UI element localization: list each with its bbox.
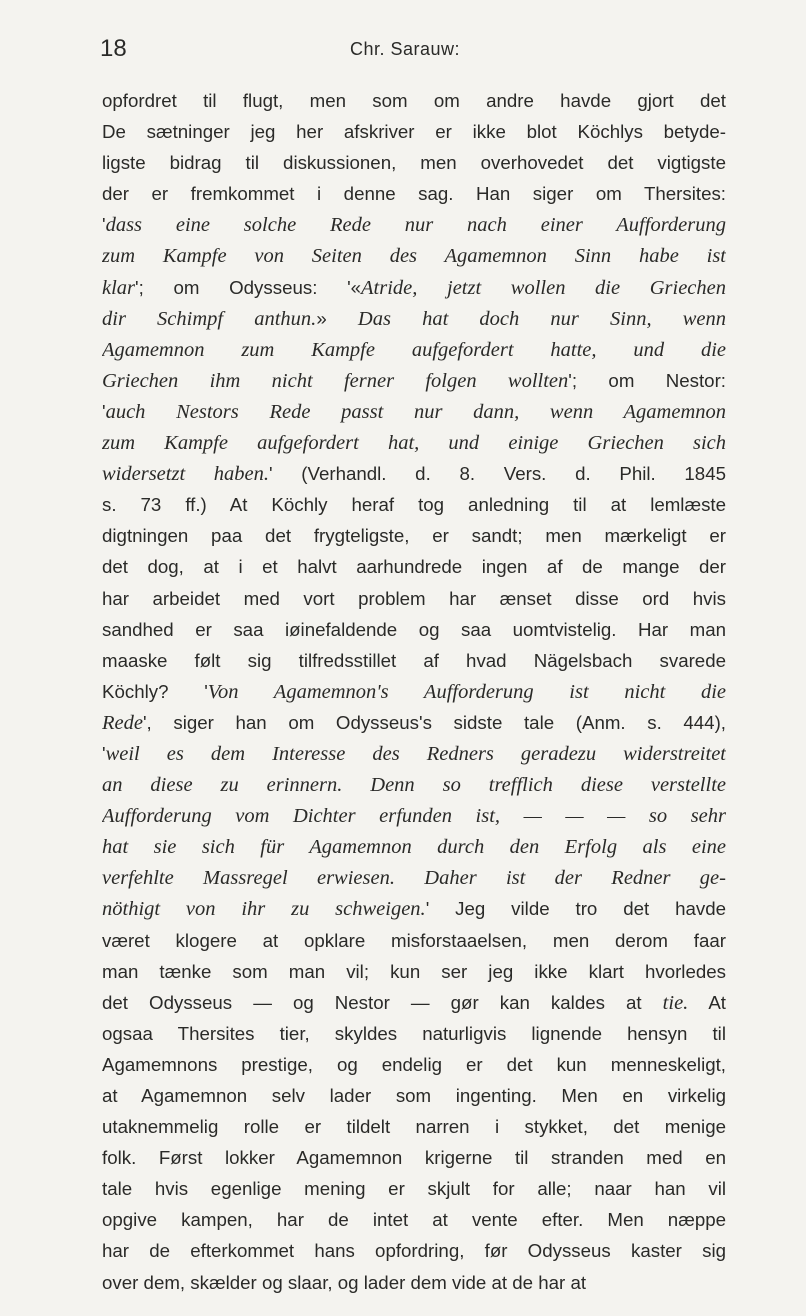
text-line: [102, 1049, 726, 1080]
text-line: [102, 1173, 726, 1204]
italic-segment: Griechen ihm nicht ferner folgen wollten: [102, 369, 569, 392]
text-line: [102, 769, 726, 800]
italic-segment: Von Agamemnon's Aufforderung ist nicht die: [207, 680, 726, 703]
text-line: [102, 987, 726, 1018]
italic-segment: klar: [102, 276, 136, 299]
text-line: [102, 240, 726, 271]
text-line: [102, 1080, 726, 1111]
page-header: [100, 34, 710, 66]
text-line: [102, 334, 726, 365]
text-line: [102, 489, 726, 520]
text-line: [102, 645, 726, 676]
italic-segment: nöthigt von ihr zu schweigen.: [102, 898, 426, 921]
text-line: [102, 272, 726, 303]
text-segment: opfordret til flugt, men som om andre havde gjort det: [102, 90, 726, 111]
text-segment: ' (Verhandl. d. 8. Vers. d. Phil. 1845: [269, 463, 726, 485]
text-segment: det Odysseus — og Nestor — gør kan kaldes at: [102, 991, 663, 1013]
text-line: [102, 738, 726, 769]
text-line: [102, 1111, 726, 1142]
text-segment: Agamemnons prestige, og endelig er det kun menneskeligt,: [102, 1053, 726, 1075]
text-line: [102, 676, 726, 707]
text-line: [102, 178, 726, 209]
italic-segment: Rede: [102, 711, 143, 734]
text-segment: der er fremkommet i denne sag. Han siger om Thersites:: [102, 183, 726, 205]
text-segment: '; om Nestor:: [568, 369, 726, 391]
text-line: [102, 800, 726, 831]
text-segment: »: [316, 307, 358, 329]
italic-segment: auch Nestors Rede passt nur dann, wenn Agamemnon: [105, 400, 726, 423]
page-number: 18: [100, 35, 127, 62]
text-segment: at Agamemnon selv lader som ingenting. Men en virkelig: [102, 1085, 726, 1106]
italic-segment: verfehlte Massregel erwiesen. Daher ist der Redner ge-: [102, 867, 726, 890]
text-line: [102, 707, 726, 738]
text-segment: det dog, at i et halvt aarhundrede ingen af de mange der: [102, 556, 726, 578]
text-line: [102, 925, 726, 956]
text-segment: man tænke som man vil; kun ser jeg ikke klart hvorledes: [102, 960, 726, 982]
text-segment: ' Jeg vilde tro det havde: [425, 898, 726, 920]
italic-segment: Agamemnon zum Kampfe aufgefordert hatte, und die: [102, 338, 726, 361]
text-segment: over dem, skælder og slaar, og lader dem vide at de har at: [102, 1271, 587, 1293]
italic-segment: Aufforderung vom Dichter erfunden ist, — — — so sehr: [102, 805, 726, 828]
text-line: [102, 614, 726, 645]
text-line: [102, 427, 726, 458]
text-segment: ': [102, 742, 106, 764]
text-segment: tale hvis egenlige mening er skjult for alle; naar han vil: [102, 1178, 726, 1200]
text-segment: '; om Odysseus: '«: [135, 276, 362, 298]
text-line: [102, 956, 726, 987]
text-segment: utaknemmelig rolle er tildelt narren i stykket, det menige: [102, 1116, 726, 1138]
text-line: [102, 147, 726, 178]
text-segment: Köchly? ': [102, 680, 208, 702]
text-segment: At: [688, 991, 726, 1013]
text-line: [102, 520, 726, 551]
italic-segment: weil es dem Interesse des Redners geradezu widerstreitet: [105, 742, 726, 765]
text-line: [102, 1018, 726, 1049]
text-segment: ': [102, 400, 106, 422]
text-line: [102, 209, 726, 240]
text-segment: digtningen paa det frygteligste, er sandt; men mærkeligt er: [102, 525, 726, 547]
text-segment: De sætninger jeg her afskriver er ikke blot Köchlys betyde-: [102, 121, 726, 143]
italic-segment: zum Kampfe von Seiten des Agamemnon Sinn habe ist: [102, 245, 726, 268]
text-line: [102, 551, 726, 582]
running-head: Chr. Sarauw:: [349, 39, 461, 59]
text-line: [102, 85, 726, 116]
text-segment: maaske følt sig tilfredsstillet af hvad Nägelsbach svarede: [102, 649, 726, 671]
text-line: [102, 1235, 726, 1266]
text-segment: ogsaa Thersites tier, skyldes naturligvis lignende hensyn til: [102, 1022, 726, 1044]
text-line: [102, 893, 726, 924]
body-text: [102, 85, 726, 1298]
text-line: [102, 1142, 726, 1173]
italic-segment: dass eine solche Rede nur nach einer Aufforderung: [105, 214, 726, 237]
italic-segment: hat sie sich für Agamemnon durch den Erfolg als eine: [102, 836, 726, 859]
italic-segment: tie.: [662, 991, 689, 1014]
text-segment: ': [102, 214, 106, 236]
text-line: [102, 116, 726, 147]
italic-segment: Atride, jetzt wollen die Griechen: [361, 276, 726, 299]
text-line: [102, 365, 726, 396]
text-segment: folk. Først lokker Agamemnon krigerne til stranden med en: [102, 1147, 726, 1169]
text-segment: s. 73 ff.) At Köchly heraf tog anledning til at lemlæste: [102, 494, 726, 516]
text-segment: har arbeidet med vort problem har ænset disse ord hvis: [102, 587, 726, 609]
text-segment: ligste bidrag til diskussionen, men overhovedet det vigtigste: [102, 152, 726, 174]
text-line: [102, 1267, 726, 1298]
text-segment: ', siger han om Odysseus's sidste tale (Anm. s. 444),: [142, 711, 726, 733]
italic-segment: dir Schimpf anthun.: [102, 307, 317, 330]
text-line: [102, 458, 726, 489]
text-segment: har de efterkommet hans opfordring, før Odysseus kaster sig: [102, 1240, 726, 1262]
text-segment: sandhed er saa iøinefaldende og saa uomtvistelig. Har man: [102, 618, 726, 640]
text-segment: opgive kampen, har de intet at vente efter. Men næppe: [102, 1209, 726, 1231]
italic-segment: an diese zu erinnern. Denn so trefflich diese verstellte: [102, 774, 726, 797]
text-line: [102, 831, 726, 862]
italic-segment: Das hat doch nur Sinn, wenn: [357, 307, 726, 330]
italic-segment: zum Kampfe aufgefordert hat, und einige Griechen sich: [102, 432, 726, 455]
text-segment: været klogere at opklare misforstaaelsen, men derom faar: [102, 929, 726, 951]
text-line: [102, 862, 726, 893]
italic-segment: widersetzt haben.: [102, 463, 270, 486]
text-line: [102, 396, 726, 427]
text-line: [102, 583, 726, 614]
text-line: [102, 1204, 726, 1235]
text-line: [102, 303, 726, 334]
